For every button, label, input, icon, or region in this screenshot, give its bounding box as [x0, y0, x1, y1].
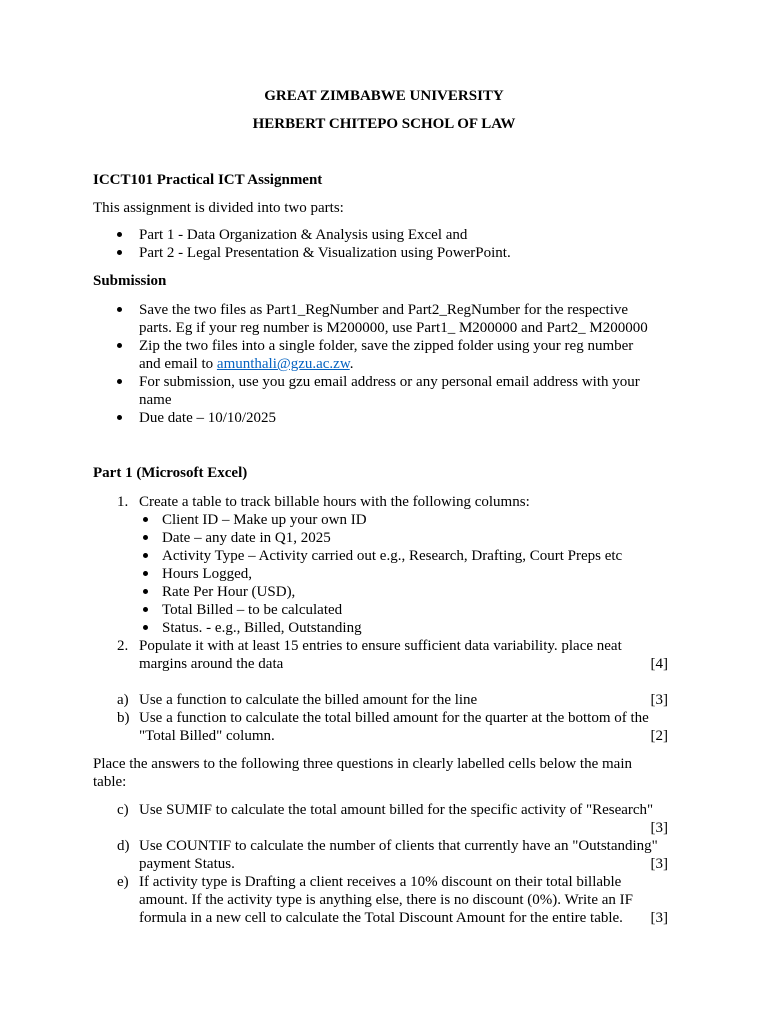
question-text: If activity type is Drafting a client receives a 10% discount on their total billable [139, 874, 622, 890]
university-title: GREAT ZIMBABWE UNIVERSITY [264, 88, 504, 104]
submission-item-text: parts. Eg if your reg number is M200000, use Part1_ M200000 and Part2_ M200000 [139, 320, 648, 336]
question-text: payment Status. [139, 856, 235, 872]
bullet-icon [143, 535, 148, 540]
school-title: HERBERT CHITEPO SCHOL OF LAW [252, 116, 516, 132]
question-label: a) [117, 692, 129, 708]
bullet-icon [117, 415, 122, 420]
part1-heading: Part 1 (Microsoft Excel) [93, 465, 248, 481]
bullet-icon [143, 607, 148, 612]
assignment-title: ICCT101 Practical ICT Assignment [93, 172, 323, 188]
marks-label: [3] [650, 692, 668, 708]
bullet-icon [143, 553, 148, 558]
marks-label: [3] [650, 856, 668, 872]
question-text: Use a function to calculate the total billed amount for the quarter at the bottom of the [139, 710, 649, 726]
column-list-item: Client ID – Make up your own ID [162, 512, 367, 528]
bullet-icon [117, 343, 122, 348]
question-text: margins around the data [139, 656, 284, 672]
bullet-icon [143, 589, 148, 594]
question-text: formula in a new cell to calculate the Total Discount Amount for the entire table. [139, 910, 623, 926]
marks-label: [2] [650, 728, 668, 744]
question-text: Use SUMIF to calculate the total amount billed for the specific activity of "Research" [139, 802, 654, 818]
column-list-item: Rate Per Hour (USD), [162, 584, 296, 600]
column-list-item: Activity Type – Activity carried out e.g., Research, Drafting, Court Preps etc [162, 548, 623, 564]
marks-label: [4] [650, 656, 668, 672]
marks-label: [3] [650, 820, 668, 836]
question-label: c) [117, 802, 129, 818]
column-list-item: Hours Logged, [162, 566, 252, 582]
question-text: Use COUNTIF to calculate the number of clients that currently have an "Outstanding" [139, 838, 658, 854]
part-list-item: Part 2 - Legal Presentation & Visualization using PowerPoint. [139, 245, 511, 261]
question-label: e) [117, 874, 129, 890]
bullet-icon [117, 250, 122, 255]
question-label: b) [117, 710, 130, 726]
submission-item-text: For submission, use you gzu email address or any personal email address with your [139, 374, 640, 390]
email-link[interactable]: amunthali@gzu.ac.zw [216, 356, 350, 372]
column-list-item: Date – any date in Q1, 2025 [162, 530, 331, 546]
email-prefix: and email to [139, 356, 217, 372]
part-list-item: Part 1 - Data Organization & Analysis using Excel and [139, 227, 468, 243]
question-text: Create a table to track billable hours with the following columns: [139, 494, 530, 510]
question-number: 1. [117, 494, 129, 510]
question-label: d) [117, 838, 130, 854]
marks-label: [3] [650, 910, 668, 926]
bullet-icon [143, 517, 148, 522]
instructions-text: Place the answers to the following three questions in clearly labelled cells below the main [93, 756, 633, 772]
bullet-icon [143, 571, 148, 576]
instructions-text: table: [93, 774, 127, 790]
submission-item-text: Save the two files as Part1_RegNumber and Part2_RegNumber for the respective [139, 302, 629, 318]
question-number: 2. [117, 638, 129, 654]
column-list-item: Status. - e.g., Billed, Outstanding [162, 620, 362, 636]
question-text: Use a function to calculate the billed amount for the line [139, 692, 478, 708]
column-list-item: Total Billed – to be calculated [162, 602, 343, 618]
bullet-icon [117, 379, 122, 384]
bullet-icon [117, 232, 122, 237]
due-date: Due date – 10/10/2025 [139, 410, 277, 426]
submission-item-text: name [139, 392, 172, 408]
submission-heading: Submission [93, 273, 167, 289]
question-text: amount. If the activity type is anything else, there is no discount (0%). Write an IF [139, 892, 634, 908]
question-text: "Total Billed" column. [139, 728, 275, 744]
bullet-icon [143, 625, 148, 630]
submission-item-text: Zip the two files into a single folder, save the zipped folder using your reg number [139, 338, 634, 354]
email-suffix: . [349, 356, 354, 372]
assignment-intro: This assignment is divided into two parts: [93, 200, 344, 216]
submission-item-text [139, 355, 353, 373]
bullet-icon [117, 307, 122, 312]
question-text: Populate it with at least 15 entries to ensure sufficient data variability. place neat [139, 638, 622, 654]
